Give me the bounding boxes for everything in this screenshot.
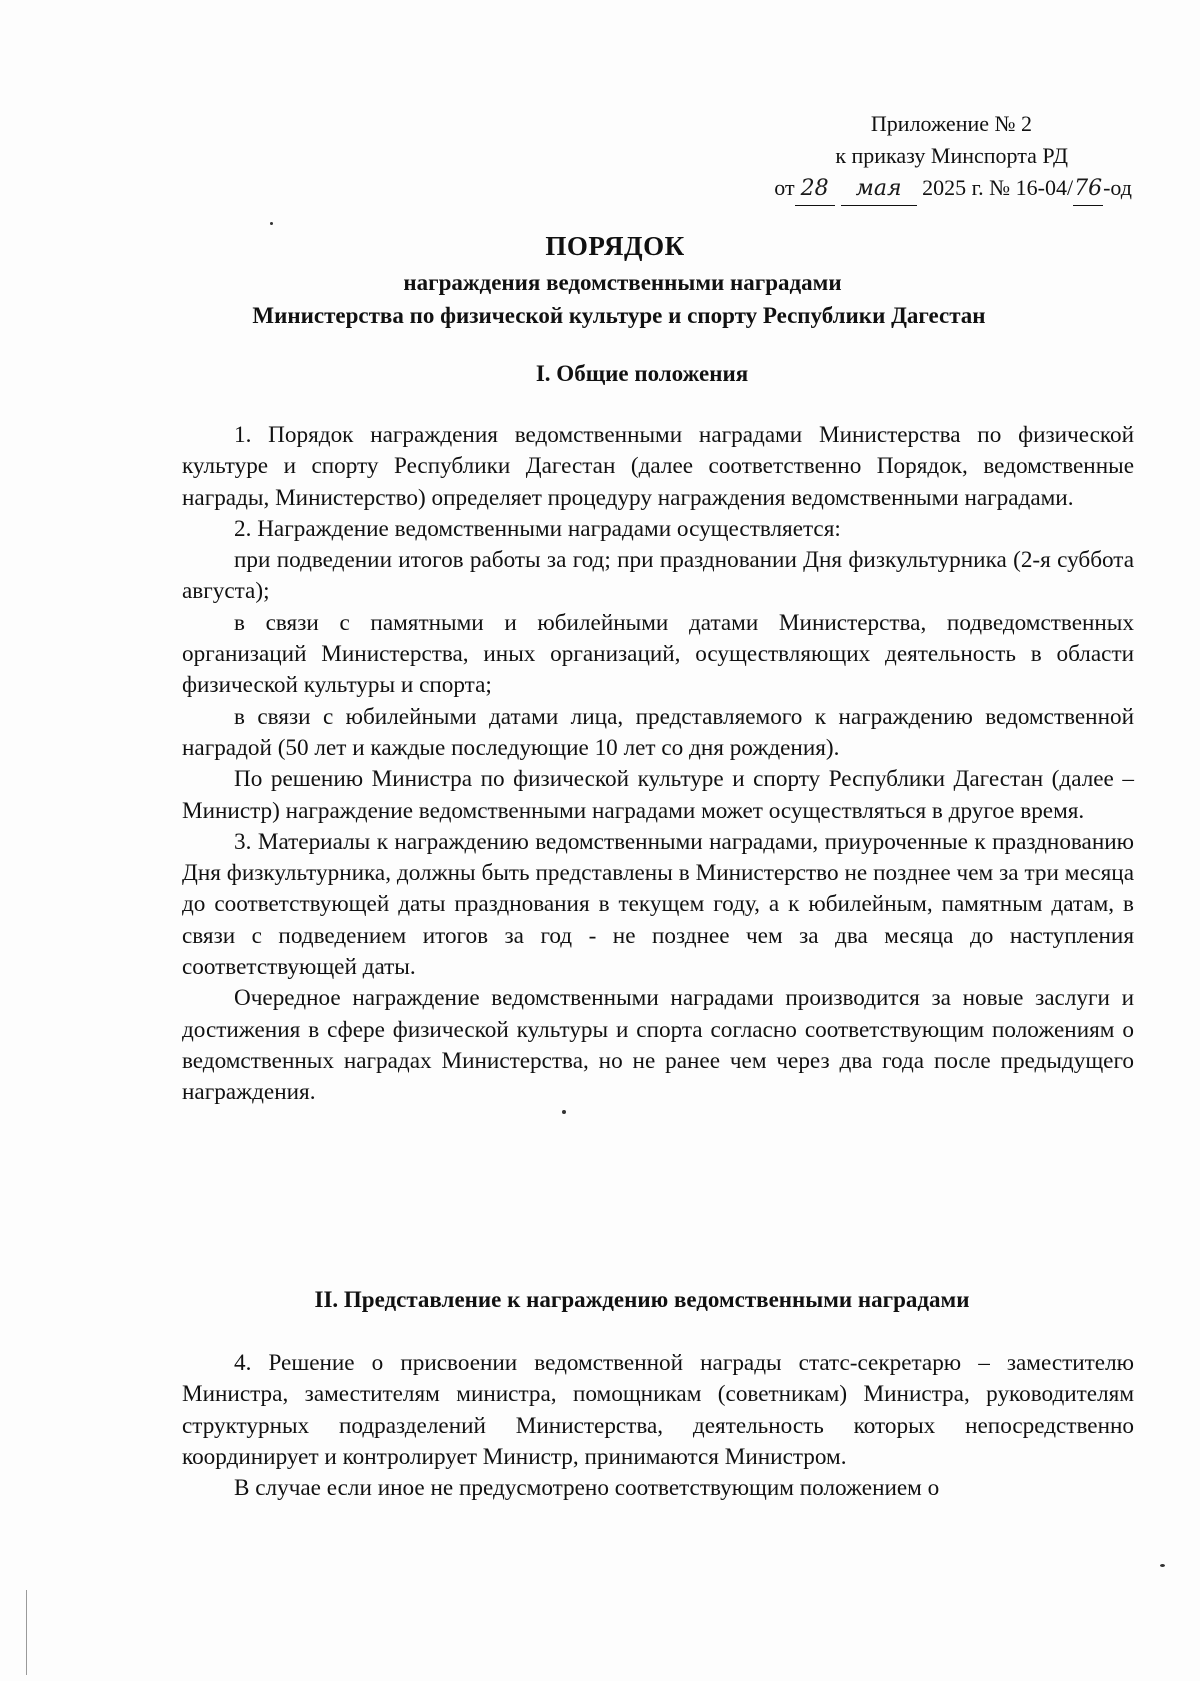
scan-speck	[1160, 1564, 1165, 1567]
date-day-handwritten: 28	[795, 173, 835, 206]
title-line-1: награждения ведомственными наградами	[403, 270, 842, 295]
title-line-2: Министерства по физической культуре и спорту Республики Дагестан	[252, 303, 986, 328]
date-month-handwritten: мая	[841, 173, 917, 206]
order-reference: к приказу Минспорта РД	[835, 143, 1068, 168]
date-prefix: от	[774, 175, 795, 200]
paragraph: в связи с памятными и юбилейными датами Министерства, подведомственных организаций Министерства, иных организаций, осуществляющих деятельность в области физической культуры и спорта;	[182, 609, 1134, 699]
section-1-body	[182, 420, 1134, 1109]
order-date-line	[712, 172, 1132, 206]
section-2-body	[182, 1348, 1134, 1504]
appendix-header	[712, 108, 1132, 206]
scan-speck	[562, 1110, 566, 1114]
paragraph: 3. Материалы к награждению ведомственными наградами, приуроченные к празднованию Дня физкультурника, должны быть представлены в Министерство не позднее чем за три месяца до соответствующей даты празднования в текущем году, а к юбилейным, памятным датам, в связи с подведением итогов за год - не позднее чем за два месяца до наступления соответствующей даты.	[182, 828, 1134, 981]
paragraph: В случае если иное не предусмотрено соответствующим положением о	[234, 1475, 940, 1502]
title-main: ПОРЯДОК	[545, 231, 685, 261]
order-suffix: -од	[1103, 175, 1132, 200]
appendix-number: Приложение № 2	[870, 111, 1032, 136]
document-title	[0, 226, 1200, 332]
section-2-heading: II. Представление к награждению ведомственными наградами	[314, 1287, 970, 1312]
order-number-handwritten: 76	[1073, 173, 1103, 206]
paragraph: 4. Решение о присвоении ведомственной награды статс-секретарю – заместителю Министра, заместителям министра, помощникам (советникам) Министра, руководителям структурных подразделений Министерства, деятельность которых непосредственно координирует и контролирует Министр, принимаются Министром.	[182, 1350, 1134, 1470]
paragraph: 2. Награждение ведомственными наградами осуществляется:	[234, 515, 841, 542]
paragraph: Очередное награждение ведомственными наградами производится за новые заслуги и достижения в сфере физической культуры и спорта согласно соответствующим положениям о ведомственных наградах Министерства, но не ранее чем через два года после предыдущего награждения.	[182, 985, 1134, 1106]
paragraph: при подведении итогов работы за год; при праздновании Дня физкультурника (2-я суббота августа);	[182, 547, 1134, 605]
paragraph: 1. Порядок награждения ведомственными наградами Министерства по физической культуре и спорту Республики Дагестан (далее соответственно Порядок, ведомственные награды, Министерство) определяет процедуру награждения ведомственными наградами.	[182, 422, 1134, 511]
section-1-heading: I. Общие положения	[535, 361, 749, 386]
scan-edge-mark	[26, 1590, 27, 1675]
paragraph: По решению Министра по физической культуре и спорту Республики Дагестан (далее – Министр) награждение ведомственными наградами может осуществляться в другое время.	[182, 766, 1134, 824]
scan-speck	[270, 222, 273, 225]
paragraph: в связи с юбилейными датами лица, представляемого к награждению ведомственной наградой (50 лет и каждые последующие 10 лет со дня рождения).	[182, 703, 1134, 761]
date-year-number: 2025 г. № 16-04/	[922, 175, 1074, 200]
